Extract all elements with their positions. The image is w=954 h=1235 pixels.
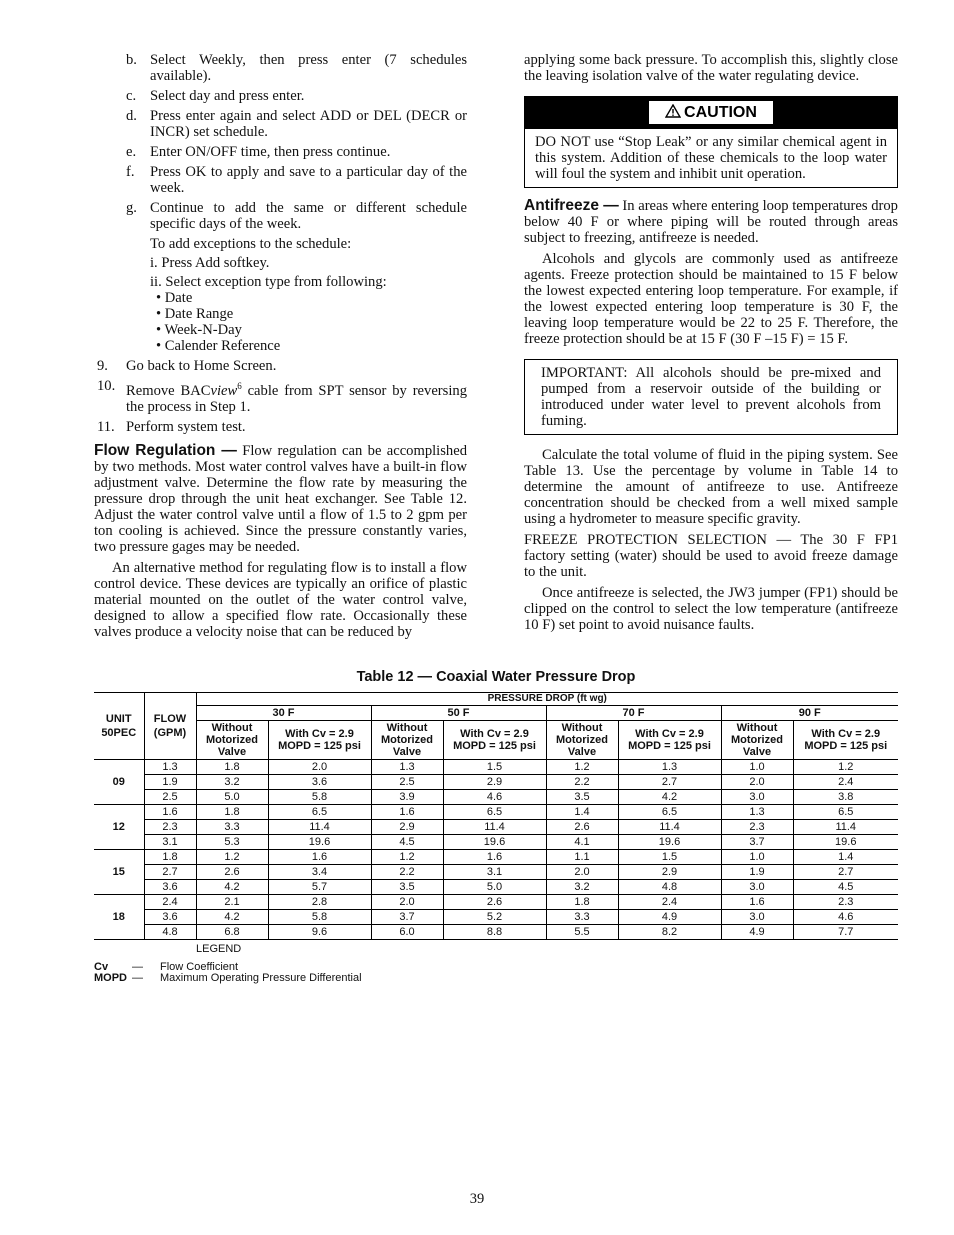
pressure-cell: 2.5 [371,775,443,790]
pressure-cell: 2.2 [546,775,618,790]
schedule-step: e. Enter ON/OFF time, then press continue. [126,144,391,160]
pressure-cell: 2.9 [443,775,546,790]
pressure-cell: 5.8 [268,910,371,925]
pressure-cell: 5.0 [196,790,268,805]
pressure-cell: 2.4 [618,895,721,910]
volume-paragraph: Calculate the total volume of fluid in the piping system. See Table 13. Use the percentage by volume in Table 14 to determine the amount of antifreeze to use. Antifreeze concentration should be checked from a well mixed sample using a hydrometer to measure specific gravity. [524,447,898,527]
flow-regulation-heading: Flow Regulation — [94,441,237,459]
pressure-cell: 3.2 [546,880,618,895]
pressure-cell: 3.1 [443,865,546,880]
pressure-cell: 2.8 [268,895,371,910]
pressure-cell: 6.0 [371,925,443,940]
flow-cell: 2.4 [144,895,196,910]
pressure-cell: 2.9 [618,865,721,880]
pressure-cell: 2.2 [371,865,443,880]
pressure-cell: 4.9 [618,910,721,925]
header-with-cv: With Cv = 2.9 MOPD = 125 psi [443,721,546,760]
pressure-cell: 1.6 [268,850,371,865]
header-temp: 50 F [371,706,546,721]
schedule-steps [94,52,467,232]
header-without-valve: Without Motorized Valve [371,721,443,760]
pressure-cell: 2.0 [371,895,443,910]
flow-cell: 1.3 [144,760,196,775]
table-row [94,760,898,775]
pressure-cell: 3.0 [721,910,793,925]
header-without-valve: Without Motorized Valve [721,721,793,760]
pressure-cell: 3.3 [546,910,618,925]
pressure-cell: 6.5 [268,805,371,820]
table-row [94,895,898,910]
flow-cell: 2.7 [144,865,196,880]
pressure-cell: 1.3 [618,760,721,775]
table-row [94,850,898,865]
caution-header [525,97,897,129]
unit-cell: 12 [94,805,144,850]
pressure-cell: 1.4 [546,805,618,820]
unit-cell: 09 [94,760,144,805]
header-temp: 70 F [546,706,721,721]
header-flow: FLOW (GPM) [144,693,196,760]
unit-cell: 18 [94,895,144,940]
pressure-cell: 2.3 [793,895,898,910]
table-legend [94,944,362,984]
pressure-cell: 3.7 [371,910,443,925]
exception-type-item: • Calender Reference [156,338,281,354]
pressure-cell: 1.6 [721,895,793,910]
pressure-cell: 1.6 [371,805,443,820]
pressure-cell: 2.7 [618,775,721,790]
pressure-cell: 8.2 [618,925,721,940]
schedule-step: c. Select day and press enter. [126,88,305,104]
caution-text: DO NOT use “Stop Leak” or any similar chemical agent in this system. Addition of these chemicals to the loop water will foul the system and inhibit unit operation. [535,134,887,182]
legend-item-cv: Cv — Flow Coefficient [94,961,239,973]
table-row [94,910,898,925]
table-row [94,865,898,880]
pressure-cell: 4.5 [793,880,898,895]
pressure-cell: 11.4 [268,820,371,835]
header-with-cv: With Cv = 2.9 MOPD = 125 psi [793,721,898,760]
header-with-cv: With Cv = 2.9 MOPD = 125 psi [268,721,371,760]
pressure-cell: 1.8 [546,895,618,910]
exception-step-i: i. Press Add softkey. [150,255,270,271]
pressure-cell: 5.0 [443,880,546,895]
pressure-cell: 5.3 [196,835,268,850]
pressure-cell: 2.7 [793,865,898,880]
pressure-cell: 19.6 [793,835,898,850]
left-column [94,52,467,645]
table-row [94,835,898,850]
pressure-cell: 1.8 [196,760,268,775]
pressure-cell: 8.8 [443,925,546,940]
schedule-step: f. Press OK to apply and save to a particular day of the week. [126,164,467,196]
pressure-cell: 3.8 [793,790,898,805]
header-temp: 30 F [196,706,371,721]
pressure-cell: 4.8 [618,880,721,895]
step-11: 11. Perform system test. [97,418,246,435]
header-unit: UNIT 50PEC [94,693,144,760]
pressure-cell: 5.8 [268,790,371,805]
pressure-cell: 3.0 [721,880,793,895]
pressure-cell: 1.3 [721,805,793,820]
pressure-cell: 19.6 [268,835,371,850]
schedule-step: g. Continue to add the same or different schedule specific days of the week. [126,200,467,232]
important-box: IMPORTANT: All alcohols should be pre-mixed and pumped from a reservoir outside of the building or introduced under water level to prevent alcohols from fuming. [524,359,898,435]
pressure-cell: 1.3 [371,760,443,775]
pressure-cell: 5.7 [268,880,371,895]
header-without-valve: Without Motorized Valve [546,721,618,760]
table-row [94,790,898,805]
pressure-cell: 2.6 [196,865,268,880]
pressure-cell: 1.6 [443,850,546,865]
alcohols-paragraph: Alcohols and glycols are commonly used as antifreeze agents. Freeze protection should be maintained to 15 F below the lowest expected entering loop temperature. For example, if the lowest expected entering loop temperature is 30 F, the leaving loop temperature would be 22 to 25 F. Therefore, the freeze protection should be at 15 F (30 F –15 F) = 15 F. [524,251,898,347]
schedule-step: b. Select Weekly, then press enter (7 schedules available). [126,52,467,84]
table-row [94,805,898,820]
back-pressure-paragraph: applying some back pressure. To accomplish this, slightly close the leaving isolation valve of the water regulating device. [524,52,898,84]
pressure-cell: 1.2 [793,760,898,775]
step-9: 9. Go back to Home Screen. [97,358,277,374]
pressure-cell: 1.4 [793,850,898,865]
pressure-cell: 2.9 [371,820,443,835]
pressure-cell: 4.6 [443,790,546,805]
pressure-cell: 7.7 [793,925,898,940]
pressure-cell: 1.1 [546,850,618,865]
pressure-cell: 5.2 [443,910,546,925]
pressure-cell: 2.0 [268,760,371,775]
pressure-cell: 11.4 [443,820,546,835]
antifreeze-heading: Antifreeze — [524,197,619,214]
pressure-cell: 4.6 [793,910,898,925]
pressure-cell: 1.8 [196,805,268,820]
freeze-protection-paragraph: FREEZE PROTECTION SELECTION — The 30 F FP1 factory setting (water) should be used to avoid freeze damage to the unit. [524,532,898,580]
pressure-cell: 3.9 [371,790,443,805]
flow-cell: 3.6 [144,880,196,895]
pressure-drop-table [94,692,898,940]
table-row [94,775,898,790]
pressure-cell: 1.2 [546,760,618,775]
pressure-cell: 4.2 [618,790,721,805]
pressure-cell: 1.5 [443,760,546,775]
flow-cell: 2.5 [144,790,196,805]
pressure-cell: 1.5 [618,850,721,865]
pressure-cell: 2.3 [721,820,793,835]
page-number: 39 [469,1191,485,1207]
pressure-cell: 4.5 [371,835,443,850]
schedule-step: d. Press enter again and select ADD or DEL (DECR or INCR) set schedule. [126,108,467,140]
antifreeze-paragraph: Antifreeze — In areas where entering loop temperatures drop below 40 F or where piping will be routed through areas subject to freezing, antifreeze is needed. [524,197,898,246]
header-without-valve: Without Motorized Valve [196,721,268,760]
caution-label: CAUTION [649,101,773,124]
pressure-cell: 6.5 [443,805,546,820]
header-pressure-drop: PRESSURE DROP (ft wg) [196,693,898,706]
exceptions-intro: To add exceptions to the schedule: [150,236,352,252]
header-temp: 90 F [721,706,898,721]
flow-alternative-paragraph: An alternative method for regulating flow is to install a flow control device. These devices are typically an orifice of plastic material mounted on the outlet of the water control valve, designed to allow a specified flow rate. Occasionally these valves produce a velocity noise that can be reduced by [94,559,467,640]
pressure-cell: 19.6 [443,835,546,850]
pressure-cell: 6.8 [196,925,268,940]
pressure-cell: 2.6 [546,820,618,835]
unit-cell: 15 [94,850,144,895]
pressure-cell: 2.0 [721,775,793,790]
pressure-cell: 4.1 [546,835,618,850]
table-row [94,925,898,940]
pressure-cell: 1.0 [721,760,793,775]
pressure-cell: 2.0 [546,865,618,880]
flow-cell: 1.8 [144,850,196,865]
pressure-cell: 4.2 [196,910,268,925]
pressure-cell: 2.1 [196,895,268,910]
step-10: 10. Remove BACview$^6$ cable from SPT sensor by reversing the process in Step 1. [97,378,467,415]
caution-box [524,96,898,188]
legend-title: LEGEND [196,943,242,955]
pressure-cell: 3.6 [268,775,371,790]
pressure-cell: 1.2 [371,850,443,865]
pressure-cell: 11.4 [793,820,898,835]
pressure-cell: 1.9 [721,865,793,880]
pressure-cell: 6.5 [618,805,721,820]
flow-cell: 4.8 [144,925,196,940]
flow-regulation-paragraph: Flow Regulation — Flow regulation can be accomplished by two methods. Most water control valves have a built-in flow adjustment valve. Determine the flow rate by measuring the pressure drop through the unit heat exchanger. See Table 12. Adjust the water control valve until a flow of 1.5 to 2 gpm per ton cooling is achieved. Since the pressure constantly varies, two pressure gages may be needed. [94,441,467,555]
header-with-cv: With Cv = 2.9 MOPD = 125 psi [618,721,721,760]
pressure-cell: 3.3 [196,820,268,835]
exception-type-item: • Date Range [156,306,234,322]
pressure-cell: 3.2 [196,775,268,790]
pressure-cell: 11.4 [618,820,721,835]
pressure-cell: 6.5 [793,805,898,820]
legend-item-mopd: MOPD — Maximum Operating Pressure Differential [94,972,362,984]
flow-cell: 3.6 [144,910,196,925]
table-row [94,880,898,895]
warning-triangle-icon [665,104,681,118]
right-column [524,52,898,638]
pressure-cell: 2.4 [793,775,898,790]
pressure-cell: 3.0 [721,790,793,805]
exception-type-list [94,290,467,354]
exception-type-item: • Date [156,290,193,306]
flow-cell: 2.3 [144,820,196,835]
pressure-cell: 5.5 [546,925,618,940]
exception-type-item: • Week-N-Day [156,322,242,338]
table-row [94,820,898,835]
exception-step-ii: ii. Select exception type from following: [150,274,387,290]
flow-cell: 3.1 [144,835,196,850]
pressure-cell: 4.2 [196,880,268,895]
flow-cell: 1.6 [144,805,196,820]
flow-cell: 1.9 [144,775,196,790]
pressure-cell: 19.6 [618,835,721,850]
pressure-cell: 9.6 [268,925,371,940]
pressure-cell: 2.6 [443,895,546,910]
pressure-cell: 4.9 [721,925,793,940]
table-title: Table 12 — Coaxial Water Pressure Drop [356,669,636,685]
pressure-cell: 3.4 [268,865,371,880]
jumper-paragraph: Once antifreeze is selected, the JW3 jumper (FP1) should be clipped on the control to select the low temperature (antifreeze 10 F) set point to avoid nuisance faults. [524,585,898,633]
pressure-cell: 1.2 [196,850,268,865]
pressure-cell: 3.5 [371,880,443,895]
pressure-cell: 3.5 [546,790,618,805]
pressure-cell: 1.0 [721,850,793,865]
pressure-cell: 3.7 [721,835,793,850]
